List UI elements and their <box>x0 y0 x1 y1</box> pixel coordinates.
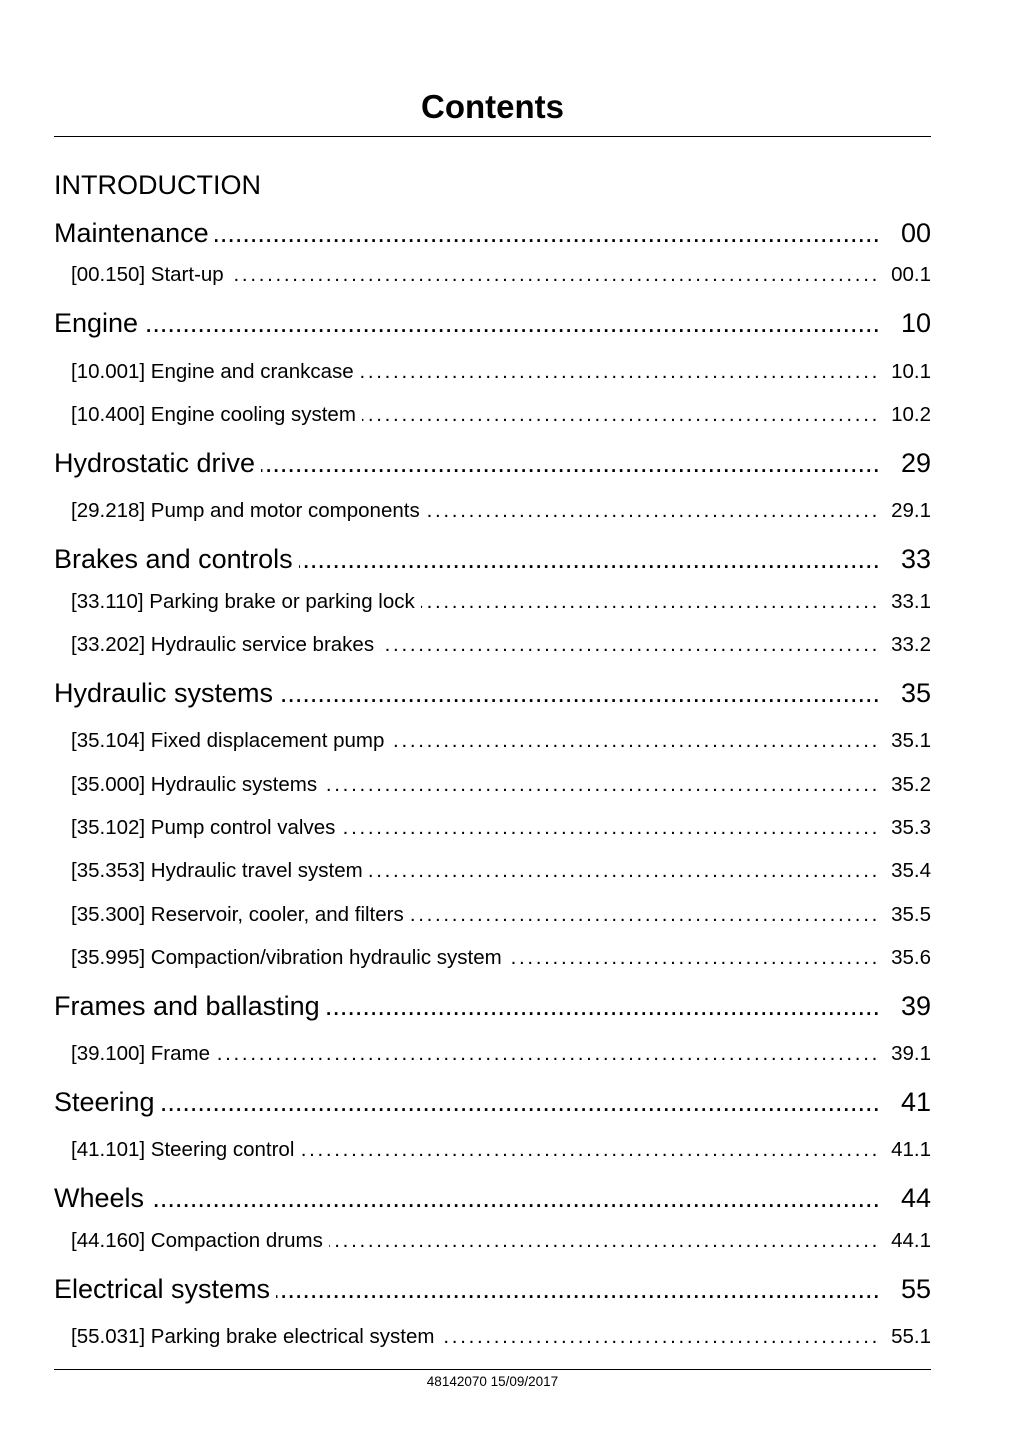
section-title: Electrical systems <box>54 1274 271 1304</box>
leader-dots <box>261 448 880 478</box>
section-title: Maintenance <box>54 218 209 248</box>
entry-page-number: 35.2 <box>891 773 931 796</box>
entry-page-number: 35.3 <box>891 816 931 839</box>
toc-entry-33-202[interactable] <box>54 633 931 656</box>
leader-dots <box>279 678 880 708</box>
entry-label: [35.000] Hydraulic systems <box>71 773 318 796</box>
leader-dots <box>390 729 880 752</box>
entry-label: [35.995] Compaction/vibration hydraulic system <box>71 946 502 969</box>
entry-label: [41.101] Steering control <box>71 1138 295 1161</box>
leader-dots <box>215 218 880 248</box>
entry-label: [35.104] Fixed displacement pump <box>71 729 385 752</box>
toc-entry-10-001[interactable] <box>54 360 931 383</box>
toc-section-frames-and-ballasting[interactable] <box>54 991 931 1021</box>
toc-entry-39-100[interactable] <box>54 1042 931 1065</box>
introduction-heading: INTRODUCTION <box>54 170 261 200</box>
toc-entry-55-031[interactable] <box>54 1325 931 1348</box>
leader-dots <box>299 544 880 574</box>
section-title: Hydraulic systems <box>54 678 274 708</box>
leader-dots <box>326 991 880 1021</box>
entry-label: [33.110] Parking brake or parking lock <box>71 590 415 613</box>
toc-entry-00-150[interactable] <box>54 263 931 286</box>
section-title: Hydrostatic drive <box>54 448 256 478</box>
leader-dots <box>323 773 880 796</box>
section-page-number: 44 <box>900 1183 931 1213</box>
entry-label: [39.100] Frame <box>71 1042 211 1065</box>
entry-page-number: 35.1 <box>891 729 931 752</box>
entry-page-number: 10.1 <box>891 360 931 383</box>
leader-dots <box>144 308 880 338</box>
leader-dots <box>300 1138 880 1161</box>
toc-entry-44-160[interactable] <box>54 1229 931 1252</box>
toc-section-steering[interactable] <box>54 1087 931 1117</box>
entry-label: [33.202] Hydraulic service brakes <box>71 633 375 656</box>
entry-page-number: 35.5 <box>891 903 931 926</box>
leader-dots <box>341 816 880 839</box>
section-title: Brakes and controls <box>54 544 293 574</box>
toc-entry-33-110[interactable] <box>54 590 931 613</box>
leader-dots <box>150 1183 880 1213</box>
entry-page-number: 33.1 <box>891 590 931 613</box>
toc-section-brakes-and-controls[interactable] <box>54 544 931 574</box>
title-divider <box>54 136 931 137</box>
toc-entry-35-104[interactable] <box>54 729 931 752</box>
section-title: Wheels <box>54 1183 145 1213</box>
leader-dots <box>426 499 880 522</box>
leader-dots <box>380 633 880 656</box>
leader-dots <box>421 590 880 613</box>
leader-dots <box>230 263 880 286</box>
toc-section-maintenance[interactable] <box>54 218 931 248</box>
toc-entry-29-218[interactable] <box>54 499 931 522</box>
entry-page-number: 39.1 <box>891 1042 931 1065</box>
leader-dots <box>362 403 880 426</box>
entry-label: [10.001] Engine and crankcase <box>71 360 354 383</box>
section-page-number: 35 <box>900 678 931 708</box>
toc-entry-10-400[interactable] <box>54 403 931 426</box>
toc-section-electrical-systems[interactable] <box>54 1274 931 1304</box>
toc-section-wheels[interactable] <box>54 1183 931 1213</box>
toc-entry-35-353[interactable] <box>54 859 931 882</box>
toc-entry-35-995[interactable] <box>54 946 931 969</box>
toc-entry-35-300[interactable] <box>54 903 931 926</box>
section-page-number: 39 <box>900 991 931 1021</box>
page-title: Contents <box>421 88 564 125</box>
leader-dots <box>329 1229 880 1252</box>
entry-label: [35.353] Hydraulic travel system <box>71 859 363 882</box>
entry-label: [44.160] Compaction drums <box>71 1229 323 1252</box>
toc-entry-35-102[interactable] <box>54 816 931 839</box>
leader-dots <box>216 1042 880 1065</box>
entry-label: [00.150] Start-up <box>71 263 224 286</box>
section-title: Engine <box>54 308 139 338</box>
leader-dots <box>369 859 880 882</box>
toc-entry-41-101[interactable] <box>54 1138 931 1161</box>
section-page-number: 29 <box>900 448 931 478</box>
entry-page-number: 29.1 <box>891 499 931 522</box>
entry-page-number: 55.1 <box>891 1325 931 1348</box>
leader-dots <box>508 946 880 969</box>
section-page-number: 55 <box>900 1274 931 1304</box>
toc-section-engine[interactable] <box>54 308 931 338</box>
entry-page-number: 41.1 <box>891 1138 931 1161</box>
footer-document-id: 48142070 15/09/2017 <box>426 1374 559 1389</box>
section-page-number: 41 <box>900 1087 931 1117</box>
section-page-number: 10 <box>900 308 931 338</box>
toc-section-hydrostatic-drive[interactable] <box>54 448 931 478</box>
entry-label: [55.031] Parking brake electrical system <box>71 1325 435 1348</box>
entry-label: [29.218] Pump and motor components <box>71 499 420 522</box>
entry-page-number: 44.1 <box>891 1229 931 1252</box>
leader-dots <box>161 1087 880 1117</box>
entry-page-number: 33.2 <box>891 633 931 656</box>
entry-page-number: 10.2 <box>891 403 931 426</box>
toc-entry-35-000[interactable] <box>54 773 931 796</box>
footer-divider <box>54 1369 931 1370</box>
section-page-number: 00 <box>900 218 931 248</box>
toc-section-hydraulic-systems[interactable] <box>54 678 931 708</box>
leader-dots <box>276 1274 880 1304</box>
section-title: Steering <box>54 1087 155 1117</box>
entry-page-number: 00.1 <box>891 263 931 286</box>
leader-dots <box>410 903 880 926</box>
section-page-number: 33 <box>900 544 931 574</box>
entry-label: [35.300] Reservoir, cooler, and filters <box>71 903 404 926</box>
leader-dots <box>440 1325 880 1348</box>
entry-page-number: 35.4 <box>891 859 931 882</box>
entry-page-number: 35.6 <box>891 946 931 969</box>
entry-label: [35.102] Pump control valves <box>71 816 336 839</box>
section-title: Frames and ballasting <box>54 991 320 1021</box>
entry-label: [10.400] Engine cooling system <box>71 403 356 426</box>
leader-dots <box>360 360 880 383</box>
